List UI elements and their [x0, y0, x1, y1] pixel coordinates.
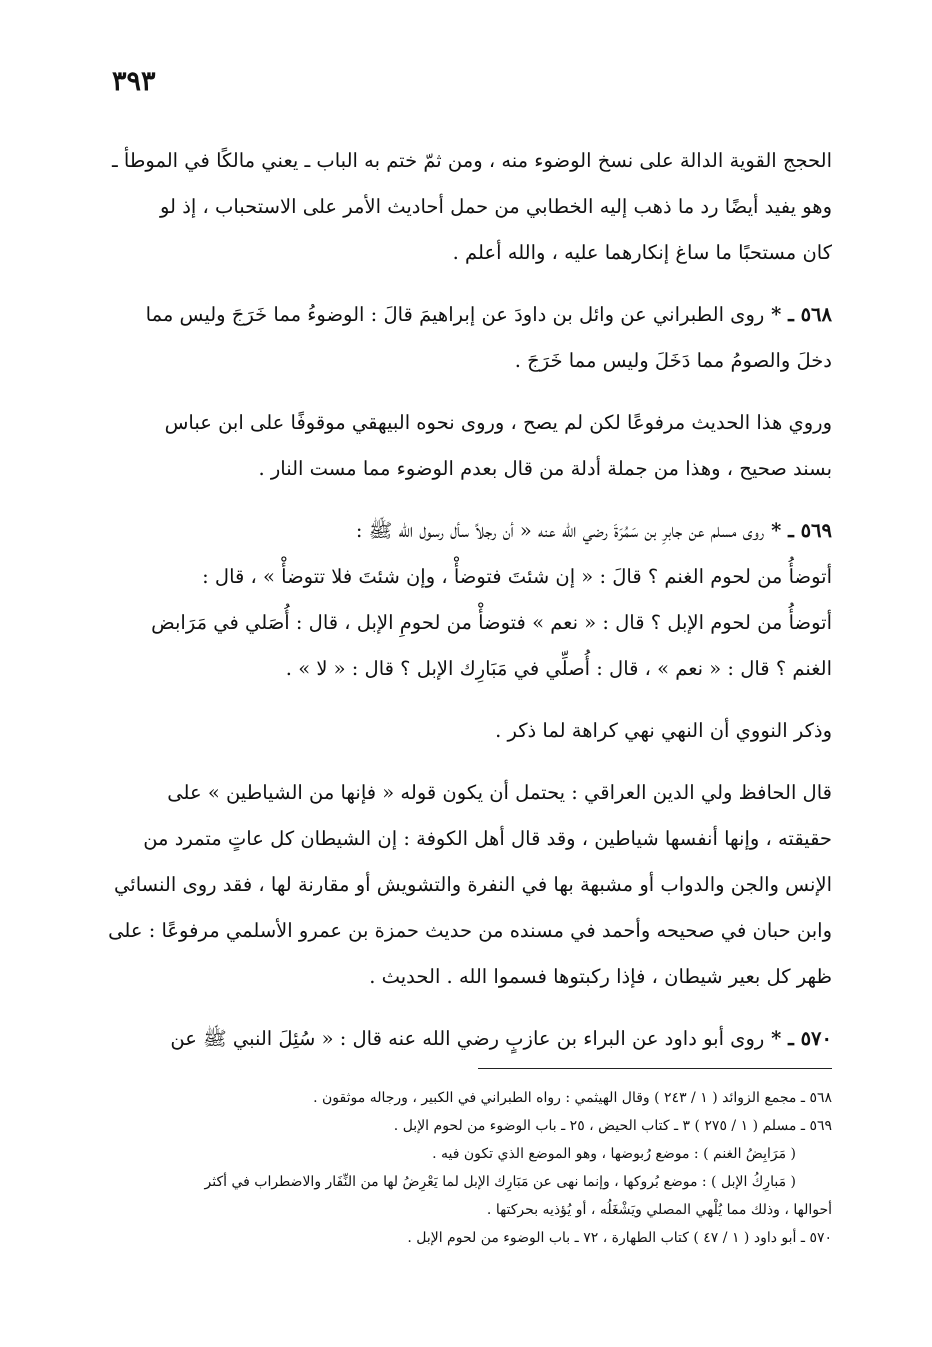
text-line: وابن حبان في صحيحه وأحمد في مسنده من حديث حمزة بن عمرو الأسلمي مرفوعًا : على — [108, 919, 832, 942]
hadith-568 — [108, 292, 832, 384]
text-segment: روى الطبراني عن وائل بن داودَ عن إبراهيمَ قالَ : الوضوءُ مما خَرَجَ وليس مما — [145, 303, 765, 326]
footnote-divider — [478, 1068, 832, 1069]
paragraph-6 — [108, 770, 832, 1000]
hadith-570 — [108, 1016, 832, 1062]
footnote-569: ٥٦٩ ـ مسلم ( ١ / ٢٧٥ ) ٣ ـ كتاب الحيض ، ٢٥ ـ باب الوضوء من لحوم الإبل . — [393, 1118, 832, 1134]
text-line: وهو يفيد أيضًا رد ما ذهب إليه الخطابي من حمل أحاديث الأمر على الاستحباب ، إذ لو — [159, 195, 832, 218]
footnote-568: ٥٦٨ ـ مجمع الزوائد ( ١ / ٢٤٣ ) وقال الهيثمي : رواه الطبراني في الكبير ، ورجاله موثقون . — [313, 1090, 832, 1106]
text-line: الغنم ؟ قال : « نعم » ، قال : أُصلِّي في مَبَارِك الإبل ؟ قال : « لا » . — [285, 657, 832, 680]
main-text — [108, 138, 832, 1078]
text-line: كان مستحبًا ما ساغ إنكارهما عليه ، والله أعلم . — [452, 241, 832, 264]
paragraph-1 — [108, 138, 832, 276]
footnote-gloss-marabid: ( مَرَابِضُ الغنم ) : موضع رُبوضها ، وهو الموضع الذي تكون فيه . — [432, 1146, 796, 1162]
text-line: أتوضأُ من لحوم الإبل ؟ قال : « نعم » فتوضأْ من لحومِ الإبل ، قال : أُصَلي في مَرَابض — [151, 611, 832, 634]
text-line — [108, 292, 832, 338]
text-line — [108, 1016, 832, 1062]
hadith-number: ٥٧٠ ـ * — [764, 1027, 832, 1050]
text-line: الحجج القوية الدالة على نسخ الوضوء منه ، ومن ثمّ ختم به الباب ـ يعني مالكًا في الموطأ ـ — [112, 149, 832, 172]
text-line: بسند صحيح ، وهذا من جملة أدلة من قال بعدم الوضوء مما مست النار . — [258, 457, 832, 480]
paragraph-3 — [108, 400, 832, 492]
text-line: حقيقته ، وإنها أنفسها شياطين ، وقد قال أهل الكوفة : إن الشيطان كل عاتٍ متمرد من — [143, 827, 832, 850]
text-line: دخلَ والصومُ مما دَخَلَ وليس مما خَرَجَ . — [514, 349, 832, 372]
text-line: أتوضأُ من لحوم الغنم ؟ قالَ : « إن شئتَ فتوضأْ ، وإن شئتَ فلا تتوضأْ » ، قال : — [202, 565, 832, 588]
text-line: ظهر كل بعير شيطان ، فإذا ركبتوها فسموا الله . الحديث . — [369, 965, 832, 988]
text-line: وروي هذا الحديث مرفوعًا لكن لم يصح ، وروى نحوه البيهقي موقوفًا على ابن عباس — [164, 411, 832, 434]
footnote-gloss-continued: أحوالها ، وذلك مما يُلْهي المصلي ويَشْغَلُه ، أو يُؤذيه بحركتها . — [486, 1202, 832, 1218]
text-line: الإنس والجن والدواب أو مشبهة بها في النفرة والتشويش أو مقارنة لها ، فقد روى النسائي — [114, 873, 832, 896]
paragraph-5 — [108, 708, 832, 754]
footnote-570: ٥٧٠ ـ أبو داود ( ١ / ٤٧ ) كتاب الطهارة ، ٧٢ ـ باب الوضوء من لحوم الإبل . — [407, 1230, 832, 1246]
footnote-gloss-mabarik: ( مَبارِكُ الإبل ) : موضع بُروكها ، وإنما نهى عن مَبَارِك الإبل لما يَعْرِضُ لها من النِّفَار والاضطراب في أكثر — [204, 1174, 796, 1190]
hadith-569 — [108, 508, 832, 692]
text-line: قال الحافظ ولي الدين العراقي : يحتمل أن يكون قوله « فإنها من الشياطين » على — [167, 781, 832, 804]
text-line: وذكر النووي أن النهي نهي كراهة لما ذكر . — [495, 719, 832, 742]
hadith-number: ٥٦٨ ـ * — [764, 303, 832, 326]
footnotes — [108, 1084, 832, 1252]
text-segment: روى أبو داود عن البراء بن عازبٍ رضي الله عنه قال : « سُئِلَ النبي ﷺ عن — [170, 1027, 765, 1050]
page-number: ٣٩٣ — [112, 66, 156, 97]
text-segment: روى مسلم عن جابرِ بن سَمُرَةَ رضي الله عنه « أن رجلاً سأل رسول الله ﷺ : — [355, 519, 765, 542]
hadith-number: ٥٦٩ ـ * — [764, 519, 832, 542]
text-line — [108, 508, 832, 554]
